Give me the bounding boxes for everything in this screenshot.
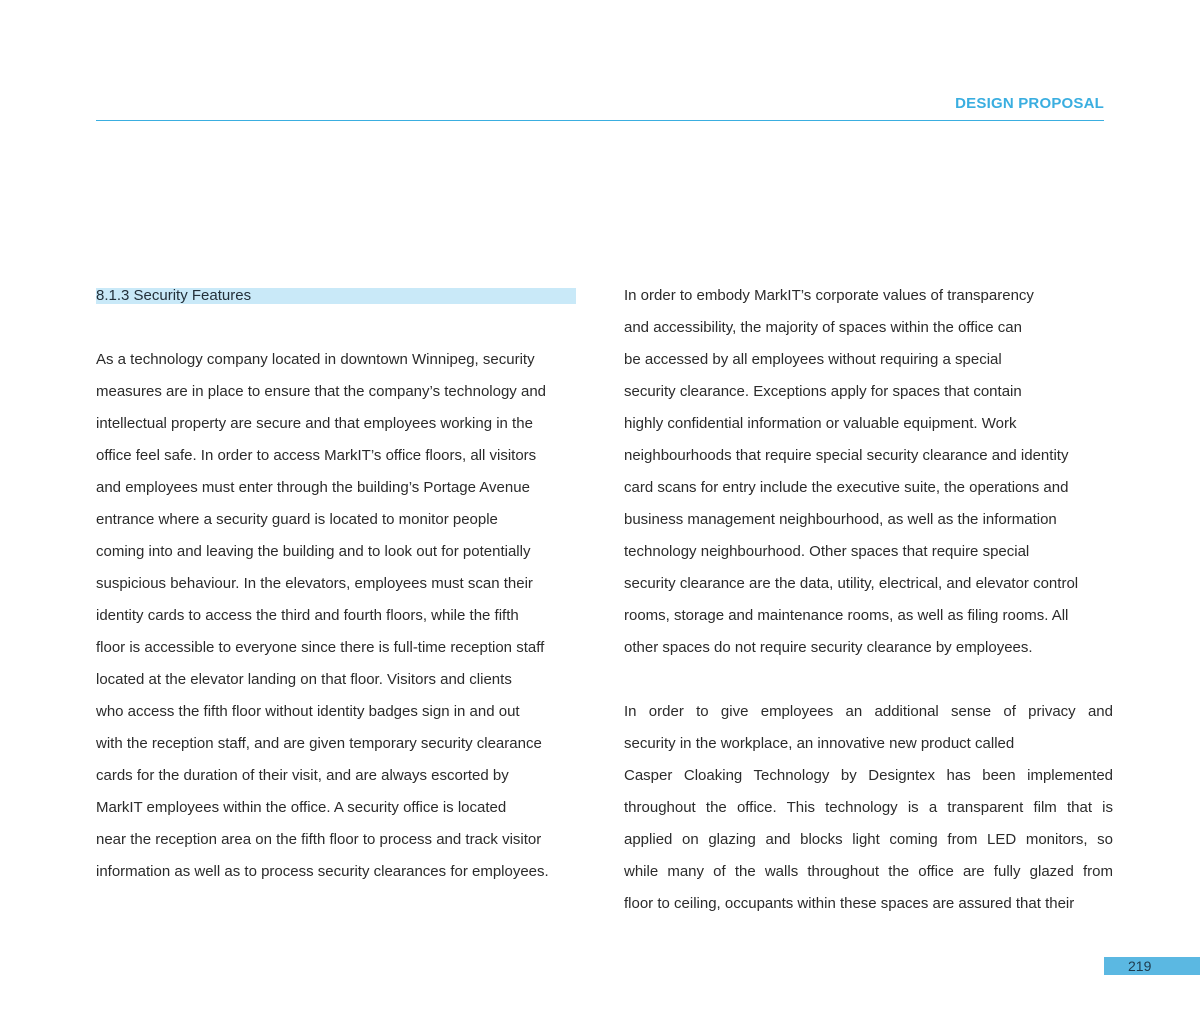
text-line: security in the workplace, an innovative new product called [624, 735, 1015, 752]
header-rule [96, 120, 1104, 121]
text-line: and employees must enter through the building’s Portage Avenue [96, 479, 530, 496]
text-line: floor is accessible to everyone since there is full-time reception staff [96, 639, 545, 656]
text-line: neighbourhoods that require special security clearance and identity [624, 447, 1069, 464]
text-line: MarkIT employees within the office. A security office is located [96, 799, 507, 816]
right-paragraph-1 [624, 280, 1113, 664]
text-line: coming into and leaving the building and to look out for potentially [96, 543, 531, 560]
left-column [96, 280, 576, 888]
right-paragraph-2 [624, 696, 1113, 920]
text-line: security clearance are the data, utility, electrical, and elevator control [624, 575, 1079, 592]
text-line: In order to give employees an additional sense of privacy and [624, 703, 1113, 720]
text-line: suspicious behaviour. In the elevators, employees must scan their [96, 575, 533, 592]
text-line: In order to embody MarkIT’s corporate values of transparency [624, 287, 1034, 304]
paragraph-spacer [96, 312, 576, 344]
text-line: entrance where a security guard is located to monitor people [96, 511, 498, 528]
text-line: identity cards to access the third and fourth floors, while the fifth [96, 607, 519, 624]
text-line: technology neighbourhood. Other spaces that require special [624, 543, 1030, 560]
header-title: DESIGN PROPOSAL [955, 95, 1104, 112]
section-heading [96, 280, 576, 312]
left-paragraph [96, 344, 576, 888]
page-number: 219 [1128, 958, 1152, 974]
text-line: card scans for entry include the executive suite, the operations and [624, 479, 1069, 496]
text-line: floor to ceiling, occupants within these spaces are assured that their [624, 895, 1075, 912]
text-line: other spaces do not require security clearance by employees. [624, 639, 1033, 656]
text-line: and accessibility, the majority of spaces within the office can [624, 319, 1022, 336]
text-line: located at the elevator landing on that floor. Visitors and clients [96, 671, 512, 688]
text-line: information as well as to process security clearances for employees. [96, 863, 549, 880]
text-line: measures are in place to ensure that the company’s technology and [96, 383, 546, 400]
text-line: while many of the walls throughout the office are fully glazed from [624, 863, 1113, 880]
text-line: As a technology company located in downtown Winnipeg, security [96, 351, 535, 368]
section-heading-text: 8.1.3 Security Features [96, 287, 252, 304]
text-line: office feel safe. In order to access MarkIT’s office floors, all visitors [96, 447, 537, 464]
text-line: throughout the office. This technology is a transparent film that is [624, 799, 1113, 816]
text-line: security clearance. Exceptions apply for spaces that contain [624, 383, 1022, 400]
text-line: highly confidential information or valuable equipment. Work [624, 415, 1017, 432]
text-line: Casper Cloaking Technology by Designtex has been implemented [624, 767, 1113, 784]
text-line: near the reception area on the fifth floor to process and track visitor [96, 831, 542, 848]
right-column [624, 280, 1113, 920]
text-line: applied on glazing and blocks light coming from LED monitors, so [624, 831, 1113, 848]
text-line: who access the fifth floor without identity badges sign in and out [96, 703, 520, 720]
text-line: intellectual property are secure and that employees working in the [96, 415, 533, 432]
text-line: with the reception staff, and are given temporary security clearance [96, 735, 542, 752]
page-number-tab [1104, 957, 1200, 975]
text-line: be accessed by all employees without requiring a special [624, 351, 1002, 368]
text-line: business management neighbourhood, as well as the information [624, 511, 1057, 528]
text-line: cards for the duration of their visit, and are always escorted by [96, 767, 509, 784]
text-line: rooms, storage and maintenance rooms, as well as filing rooms. All [624, 607, 1069, 624]
paragraph-spacer [624, 664, 1113, 696]
